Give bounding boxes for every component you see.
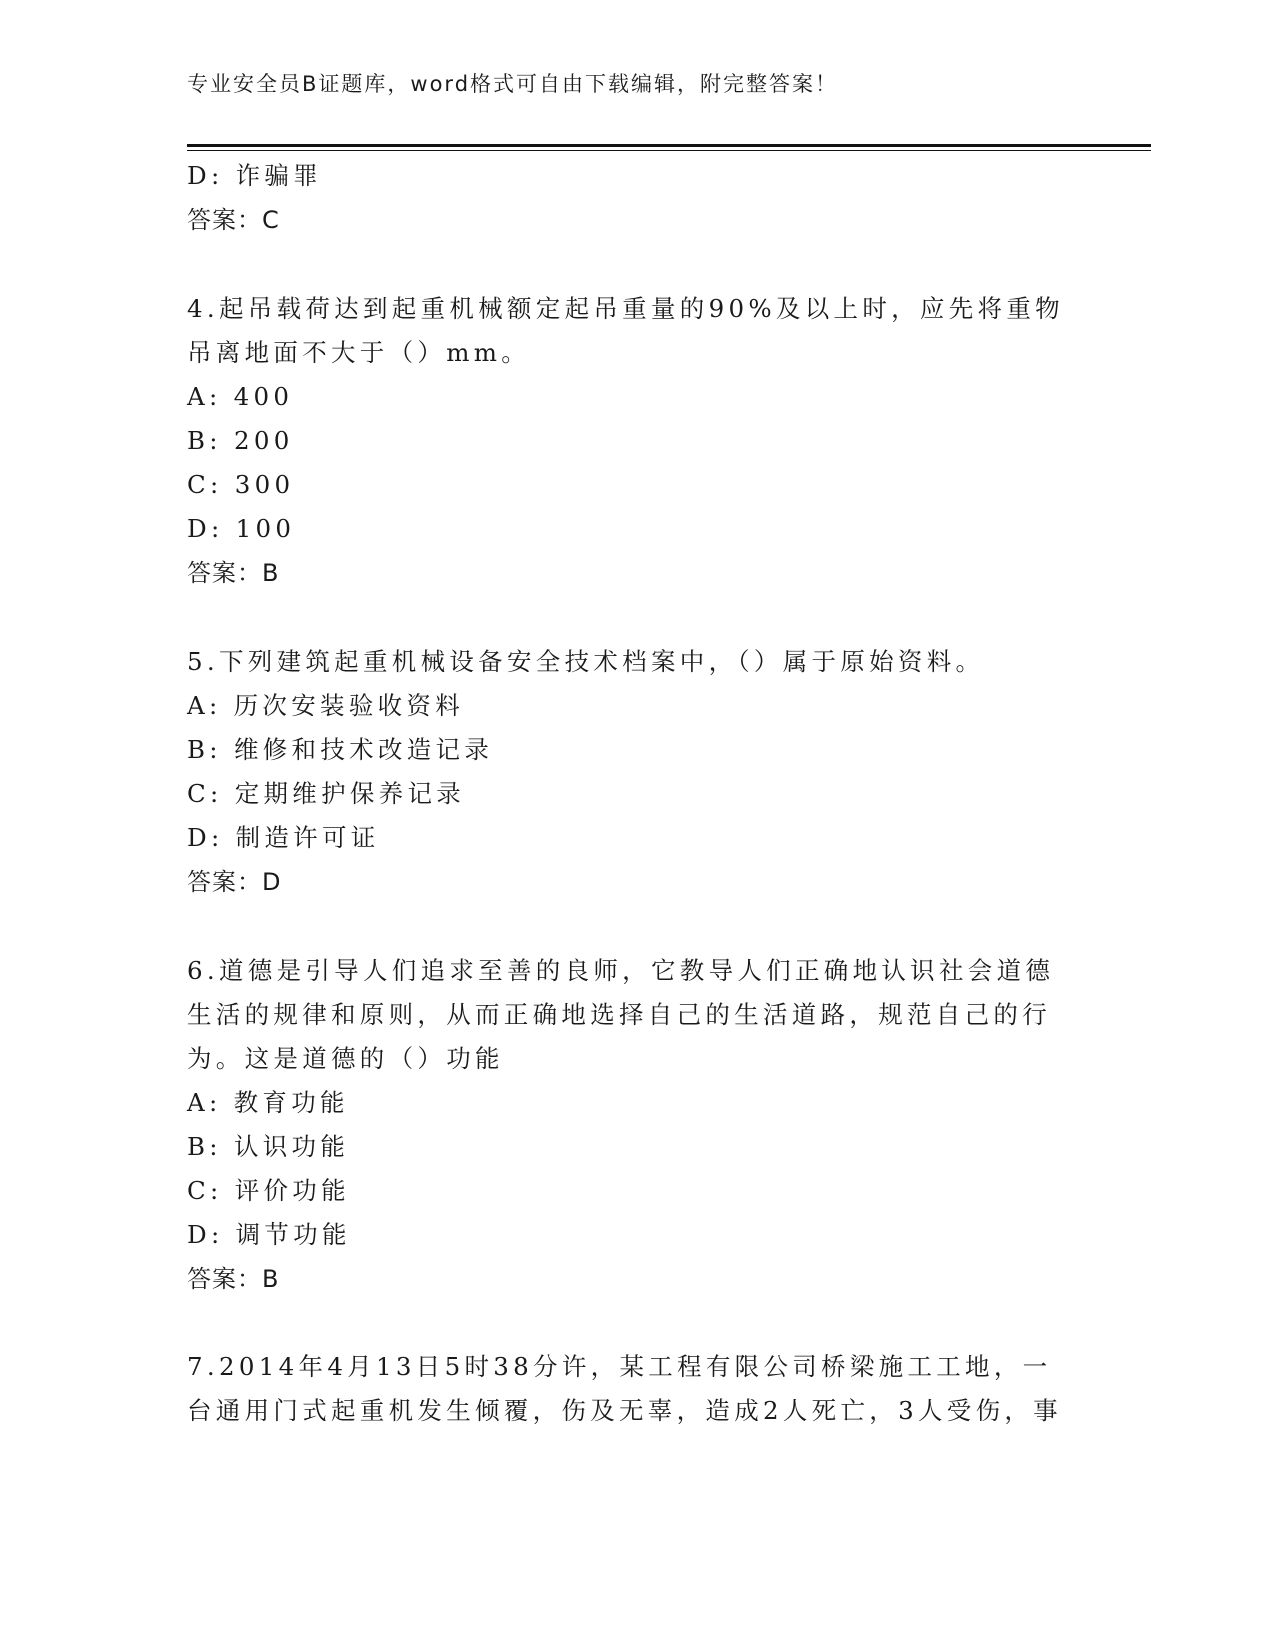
q5-option-a: A: 历次安装验收资料	[187, 691, 465, 720]
q6-answer: 答案：B	[187, 1265, 280, 1293]
prev-question-option-d: D: 诈骗罪	[187, 161, 322, 190]
q5-answer: 答案：D	[187, 868, 282, 896]
q5-stem-line1: 5.下列建筑起重机械设备安全技术档案中，（）属于原始资料。	[187, 647, 985, 676]
q6-stem-line1: 6.道德是引导人们追求至善的良师，它教导人们正确地认识社会道德	[187, 956, 1055, 985]
q6-stem-line3: 为。这是道德的（）功能	[187, 1044, 504, 1073]
q4-option-d: D: 100	[187, 514, 296, 543]
header-rule-thin	[187, 150, 1151, 151]
q5-option-c: C: 定期维护保养记录	[187, 779, 466, 808]
q5-option-d: D: 制造许可证	[187, 823, 380, 852]
q6-option-a: A: 教育功能	[187, 1088, 349, 1117]
q4-stem-line1: 4.起吊载荷达到起重机械额定起吊重量的90%及以上时，应先将重物	[187, 294, 1064, 323]
prev-question-answer: 答案：C	[187, 206, 280, 234]
q7-stem-line2: 台通用门式起重机发生倾覆，伤及无辜，造成2人死亡，3人受伤，事	[187, 1396, 1062, 1425]
q5-option-b: B: 维修和技术改造记录	[187, 735, 494, 764]
q7-stem-line1: 7.2014年4月13日5时38分许，某工程有限公司桥梁施工工地，一	[187, 1352, 1052, 1381]
q6-option-b: B: 认识功能	[187, 1132, 350, 1161]
header-rule-thick	[187, 144, 1151, 147]
page-header: 专业安全员B证题库，word格式可自由下载编辑，附完整答案！	[187, 72, 839, 96]
q4-answer: 答案：B	[187, 559, 280, 587]
q4-stem-line2: 吊离地面不大于（）mm。	[187, 338, 531, 367]
q6-option-d: D: 调节功能	[187, 1220, 351, 1249]
q6-stem-line2: 生活的规律和原则，从而正确地选择自己的生活道路，规范自己的行	[187, 1000, 1051, 1029]
q4-option-b: B: 200	[187, 426, 294, 455]
q4-option-c: C: 300	[187, 470, 295, 499]
q4-option-a: A: 400	[187, 382, 294, 411]
q6-option-c: C: 评价功能	[187, 1176, 350, 1205]
